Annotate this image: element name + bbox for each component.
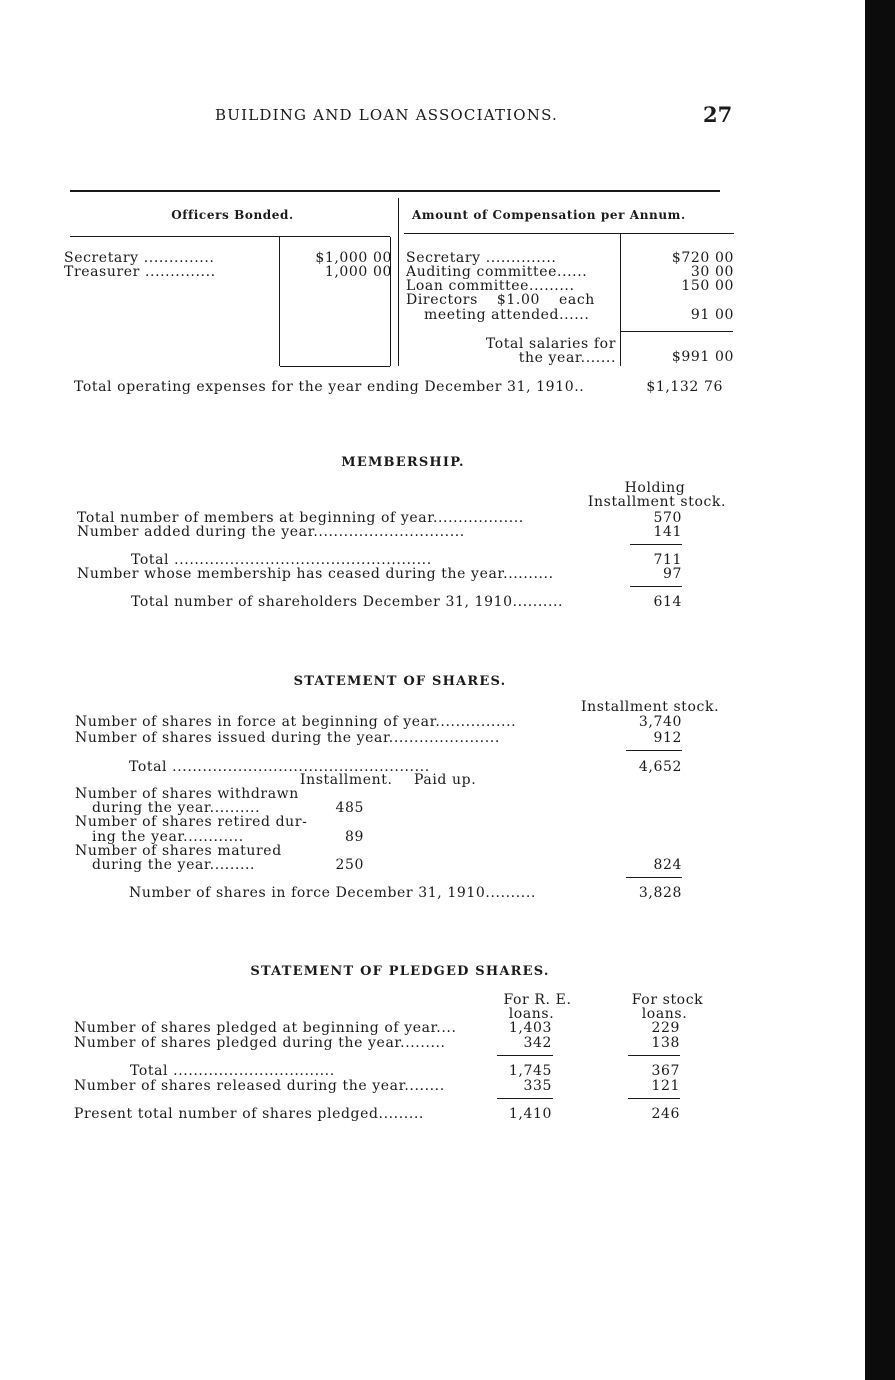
pledged-sum-rule-2 [628, 1055, 680, 1056]
pledged-v1-total: 1,745 [508, 1063, 552, 1079]
bonded-bottom-rule [280, 366, 390, 367]
pledged-v1-during: 342 [523, 1035, 552, 1051]
table-divider [398, 198, 399, 366]
bonded-header-rule [70, 236, 390, 237]
pledged-v1-present: 1,410 [508, 1106, 552, 1122]
pledged-v2-released: 121 [651, 1078, 680, 1094]
membership-label-beginning: Total number of members at beginning of year.................. [77, 510, 524, 526]
compensation-amount-auditing: 30 00 [690, 264, 734, 280]
page-number: 27 [703, 102, 733, 127]
pledged-col1-header-1: For R. E. [503, 992, 572, 1008]
pledged-v2-present: 246 [651, 1106, 680, 1122]
membership-value-ceased: 97 [662, 566, 682, 582]
compensation-label-directors: Directors $1.00 each [406, 292, 595, 308]
compensation-amount-loan: 150 00 [681, 278, 734, 294]
bonded-label-secretary: Secretary .............. [64, 250, 215, 266]
pledged-label-during: Number of shares pledged during the year......... [74, 1035, 446, 1051]
pledged-net-rule-2 [628, 1098, 680, 1099]
total-salaries-amount: $991 00 [671, 349, 734, 365]
pledged-label-total: Total ................................ [130, 1063, 335, 1079]
pledged-col2-header-1: For stock [631, 992, 704, 1008]
compensation-label-secretary: Secretary .............. [406, 250, 557, 266]
membership-col-header-2: Installment stock. [587, 494, 727, 510]
shares-value-retired: 89 [344, 829, 364, 845]
compensation-amount-secretary: $720 00 [671, 250, 734, 266]
compensation-header-rule [404, 233, 734, 234]
total-salaries-label-cont: the year....... [518, 350, 616, 366]
shares-value-final: 3,828 [638, 885, 682, 901]
shares-value-issued: 912 [653, 730, 682, 746]
bonded-amount-treasurer: 1,000 00 [324, 264, 392, 280]
compensation-sum-rule [620, 331, 733, 332]
total-salaries-label: Total salaries for [485, 336, 616, 352]
shares-label-matured-cont: during the year......... [92, 857, 256, 873]
membership-value-shareholders: 614 [653, 594, 682, 610]
compensation-label-auditing: Auditing committee...... [406, 264, 588, 280]
shares-value-beginning: 3,740 [638, 714, 682, 730]
bonded-amount-secretary: $1,000 00 [315, 250, 392, 266]
shares-subheader-installment: Installment. [300, 772, 393, 788]
pledged-v1-released: 335 [523, 1078, 552, 1094]
running-title: BUILDING AND LOAN ASSOCIATIONS. [215, 106, 559, 124]
bonded-label-treasurer: Treasurer .............. [64, 264, 216, 280]
pledged-v2-total: 367 [651, 1063, 680, 1079]
shares-label-retired: Number of shares retired dur- [75, 814, 308, 830]
compensation-heading: Amount of Compensation per Annum. [412, 208, 686, 222]
pledged-label-released: Number of shares released during the year........ [74, 1078, 445, 1094]
shares-label-beginning: Number of shares in force at beginning of year................ [75, 714, 517, 730]
pledged-v1-beginning: 1,403 [508, 1020, 552, 1036]
compensation-label-loan: Loan committee......... [406, 278, 575, 294]
membership-col-header-1: Holding [624, 480, 686, 496]
pledged-v2-during: 138 [651, 1035, 680, 1051]
pledged-sum-rule-1 [497, 1055, 553, 1056]
shares-label-retired-cont: ing the year............ [92, 829, 244, 845]
table-top-rule [70, 190, 720, 192]
officers-bonded-heading: Officers Bonded. [171, 208, 294, 222]
shares-title: STATEMENT OF SHARES. [293, 674, 507, 689]
pledged-v2-beginning: 229 [651, 1020, 680, 1036]
compensation-label-meeting: meeting attended...... [424, 307, 590, 323]
membership-sum-rule [630, 544, 682, 545]
pledged-col2-header-2: loans. [641, 1006, 688, 1022]
bonded-amount-column-rule [279, 237, 280, 366]
pledged-label-beginning: Number of shares pledged at beginning of year.... [74, 1020, 457, 1036]
pledged-net-rule-1 [497, 1098, 553, 1099]
shares-col-header: Installment stock. [581, 699, 720, 715]
shares-value-total: 4,652 [638, 759, 682, 775]
shares-net-rule [626, 877, 682, 878]
membership-value-beginning: 570 [653, 510, 682, 526]
operating-expenses-amount: $1,132 76 [646, 379, 723, 395]
shares-subheader-paid-up: Paid up. [414, 772, 477, 788]
shares-label-final: Number of shares in force December 31, 1910.......... [129, 885, 536, 901]
shares-label-matured: Number of shares matured [75, 843, 282, 859]
shares-value-withdrawn: 485 [335, 800, 364, 816]
membership-label-shareholders: Total number of shareholders December 31, 1910.......... [131, 594, 564, 610]
membership-label-total: Total ................................................... [131, 552, 432, 568]
membership-title: MEMBERSHIP. [341, 455, 465, 470]
pledged-col1-header-2: loans. [508, 1006, 555, 1022]
page-edge-shadow [865, 0, 895, 1380]
shares-sum-rule [626, 750, 682, 751]
membership-label-added: Number added during the year.............................. [77, 524, 465, 540]
membership-net-rule [630, 586, 682, 587]
pledged-title: STATEMENT OF PLEDGED SHARES. [250, 964, 550, 979]
compensation-amount-directors: 91 00 [690, 307, 734, 323]
pledged-label-present: Present total number of shares pledged......... [74, 1106, 424, 1122]
shares-label-total: Total ................................................... [129, 759, 430, 775]
membership-value-added: 141 [653, 524, 682, 540]
shares-label-issued: Number of shares issued during the year...................... [75, 730, 500, 746]
shares-value-matured: 250 [335, 857, 364, 873]
shares-value-deducted: 824 [653, 857, 682, 873]
shares-label-withdrawn: Number of shares withdrawn [75, 786, 299, 802]
shares-label-withdrawn-cont: during the year.......... [92, 800, 261, 816]
compensation-amount-column-rule [620, 234, 621, 366]
membership-value-total: 711 [653, 552, 682, 568]
membership-label-ceased: Number whose membership has ceased during the year.......... [77, 566, 554, 582]
operating-expenses-label: Total operating expenses for the year ending December 31, 1910.. [74, 379, 585, 395]
